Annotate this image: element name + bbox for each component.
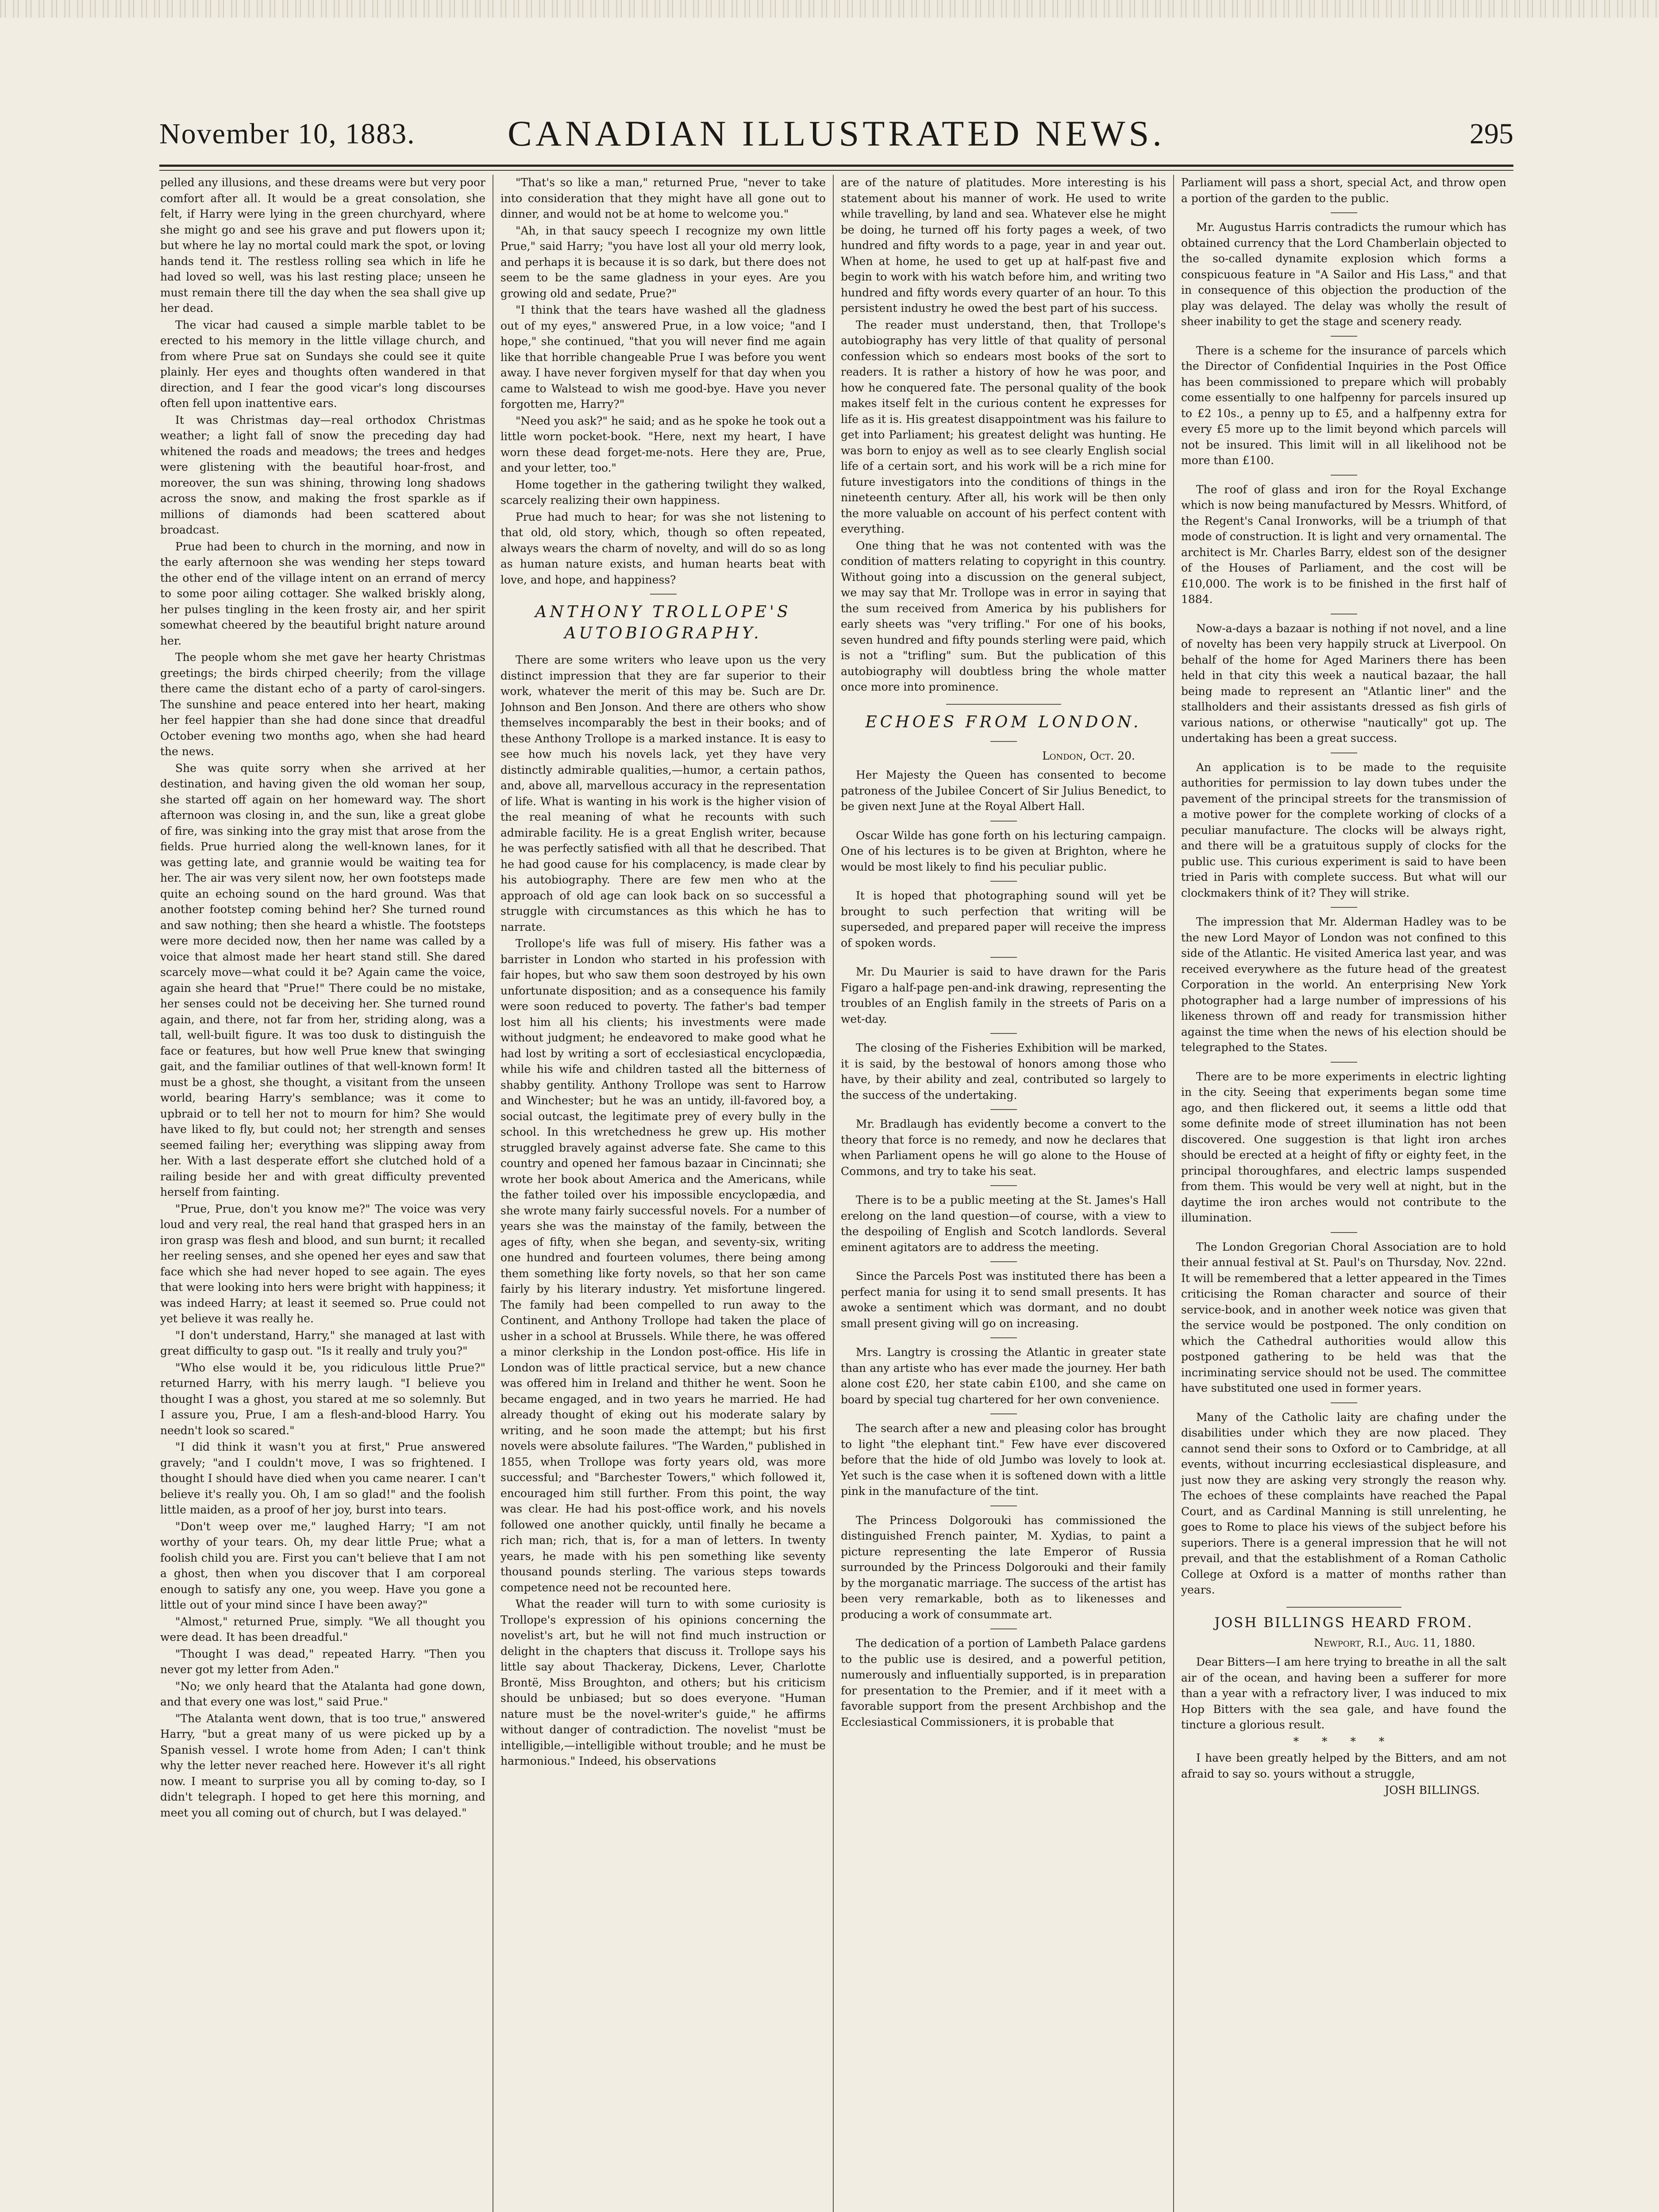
news-item: The dedication of a portion of Lambeth Palace gardens to the public use is desired, and a powerful petition, numerously and influentially supported, is in preparation for presentation to the Premier, and if it meet with a favorable support from the present Archbishop and the Ecclesiastical Commissioners, it is probable that: [841, 1637, 1166, 1728]
news-item: Many of the Catholic laity are chafing under the disabilities under which they are now placed. They cannot send their sons to Oxford or to Cambridge, at all events, without incurring ecclesiastical displeasure, and just now they are asking very strongly the reason why. The echoes of these complaints have reached the Papal Court, and as Cardinal Manning is still unrelenting, he goes to Rome to place his views of the subject before his superiors. There is a general impression that he will not prevail, and that the establishment of a Roman Catholic College at Oxford is a matter of months rather than years.: [1181, 1410, 1506, 1596]
news-item: An application is to be made to the requisite authorities for permission to lay down tubes under the pavement of the principal streets for the transmission of a motive power for the complete working of clocks of a peculiar manufacture. The clocks will be always right, and there will be a gratuitous supply of clocks for the public use. This curious experiment is said to have been tried in Paris with complete success. But what will our clockmakers think of it? They will strike.: [1181, 760, 1506, 899]
news-item: There is to be a public meeting at the St. James's Hall erelong on the land question—of course, with a view to the despoiling of English and Scotch landlords. Several eminent agitators are to address the meeting.: [841, 1194, 1166, 1254]
page-number: 295: [1470, 118, 1513, 150]
item-separator: [990, 957, 1017, 958]
news-item: There are to be more experiments in electric lighting in the city. Seeing that experiments began some time ago, and then flickered out, it seems a little odd that some definite mode of street illumination has not been discovered. One suggestion is that light iron arches should be erected at a height of fifty or eighty feet, in the principal thoroughfares, and electric lamps suspended from them. This would be very well at night, but in the daytime the iron arches would not contribute to the illumination.: [1181, 1070, 1506, 1224]
news-item: The impression that Mr. Alderman Hadley was to be the new Lord Mayor of London was not confined to this side of the Atlantic. He visited America last year, and was received everywhere as the future head of the greatest Corporation in the world. An enterprising New York photographer had a large number of impressions of his likeness thrown off and ready for transmission hither against the time when the news of his election should be telegraphed to the States.: [1181, 915, 1506, 1054]
story-paragraph: "I did think it wasn't you at first," Prue answered gravely; "and I couldn't move, I was so frightened. I thought I should have died when you came nearer. I can't believe it's really you. Oh, I am so glad!" and the foolish little maiden, as a proof of her joy, burst into tears.: [160, 1440, 485, 1516]
item-separator: [1331, 212, 1357, 213]
article-heading: [500, 602, 826, 644]
item-separator: [1331, 907, 1357, 908]
item-separator: [990, 1628, 1017, 1629]
story-paragraph: pelled any illusions, and these dreams were but very poor comfort after all. It would be a great consolation, she felt, if Harry were lying in the green churchyard, where she might go and see his grave and put flowers upon it; but where he lay no mortal could mark the spot, or loving hands tend it. The restless rolling sea which in life he had loved so well, was his last resting place; unseen he must remain there till the day when the sea shall give up her dead.: [160, 176, 485, 315]
article-paragraph: There are some writers who leave upon us the very distinct impression that they are far superior to their work, whatever the merit of this may be. Such are Dr. Johnson and Ben Jonson. And there are others who show themselves incomparably the best in their books; and of these Anthony Trollope is a marked instance. It is easy to see how much his novels lack, yet they have very distinctly admirable qualities,—humor, a certain pathos, and, above all, marvellous accuracy in the representation of life. What is wanting in his work is the higher vision of the real meaning of what he recounts with such admirable facility. He is a great English writer, because he was perfectly satisfied with all that he described. That he had good cause for his complacency, is made clear by his autobiography. There are few men who at the approach of old age can look back on so successful a struggle with circumstances as this which he has to narrate.: [500, 653, 826, 933]
news-item: Now-a-days a bazaar is nothing if not novel, and a line of novelty has been very happily struck at Liverpool. On behalf of the home for Aged Mariners there has been held in that city this week a nautical bazaar, the hall being made to represent an "Atlantic liner" and the stallholders and their assistants dressed as fish girls of various nations, or otherwise "nautically" got up. The undertaking has been a great success.: [1181, 622, 1506, 745]
news-item: Her Majesty the Queen has consented to become patroness of the Jubilee Concert of Sir Julius Benedict, to be given next June at the Royal Albert Hall.: [841, 768, 1166, 813]
item-separator: [990, 1033, 1017, 1034]
item-separator: [990, 1109, 1017, 1110]
story-paragraph: "Ah, in that saucy speech I recognize my own little Prue," said Harry; "you have lost all your old merry look, and perhaps it is because it is so dark, but there does not seem to be the same gladness in your eyes. Are you growing old and sedate, Prue?": [500, 224, 826, 300]
item-separator: [1331, 1402, 1357, 1403]
article-paragraph: are of the nature of platitudes. More interesting is his statement about his manner of work. He used to write while travelling, by land and sea. Whatever else he might be doing, he turned off his forty pages a week, of two hundred and fifty words to a page, year in and year out. When at home, he used to get up at half-past five and begin to work with his watch before him, and writing two hundred and fifty words every quarter of an hour. To this persistent industry he owed the best part of his success.: [841, 176, 1166, 315]
news-item: Mr. Augustus Harris contradicts the rumour which has obtained currency that the Lord Chamberlain objected to the so-called dynamite explosion which forms a conspicuous feature in "A Sailor and His Lass," and that in consequence of this objection the production of the play was delayed. The delay was wholly the result of sheer inability to get the stage and scenery ready.: [1181, 221, 1506, 328]
article-paragraph: One thing that he was not contented with was the condition of matters relating to copyright in this country. Without going into a discussion on the general subject, we may say that Mr. Trollope was in error in saying that the sum received from America by his publishers for early sheets was "very trifling." For one of his books, seven hundred and fifty pounds sterling were paid, which is not a "trifling" sum. But the publication of this autobiography will doubtless bring the whole matter once more into prominence.: [841, 539, 1166, 693]
article-heading: ECHOES FROM LONDON.: [865, 713, 1142, 731]
item-separator: [1331, 1062, 1357, 1063]
heading-dash: [990, 741, 1017, 742]
item-separator: [1331, 1232, 1357, 1233]
letter-stars: * * * *: [1293, 1735, 1394, 1748]
story-paragraph: "Prue, Prue, don't you know me?" The voice was very loud and very real, the real hand that grasped hers in an iron grasp was flesh and blood, and sun burnt; it recalled her reeling senses, and she opened her eyes and saw that face which she had never hoped to see again. The eyes that were looking into hers were bright with happiness; it was indeed Harry; at least it seemed so. Prue could not yet believe it was really he.: [160, 1202, 485, 1325]
column-4: [1181, 175, 1506, 2212]
item-separator: [990, 1505, 1017, 1506]
story-paragraph: "I think that the tears have washed all the gladness out of my eyes," answered Prue, in a low voice; "and I hope," she continued, "that you will never find me again like that horrible changeable Prue I was before you went away. I have never forgiven myself for that day when you came to Walstead to wish me good-bye. Have you never forgotten me, Harry?": [500, 303, 826, 411]
story-paragraph: "I don't understand, Harry," she managed at last with great difficulty to gasp out. "Is it really and truly you?": [160, 1329, 485, 1357]
story-paragraph: "Need you ask?" he said; and as he spoke he took out a little worn pocket-book. "Here, next my heart, I have worn these dead forget-me-nots. Here they are, Prue, and your letter, too.": [500, 414, 826, 474]
section-separator: [1286, 1607, 1401, 1608]
news-item: The search after a new and pleasing color has brought to light "the elephant tint." Few have ever discovered before that the hide of old Jumbo was lovely to look at. Yet such is the case when it is softened down with a little pink in the manufacture of the tint.: [841, 1422, 1166, 1498]
story-paragraph: She was quite sorry when she arrived at her destination, and having given the old woman her soup, she started off again on her homeward way. The short afternoon was closing in, and the sun, like a great globe of fire, was sinking into the gray mist that arose from the fields. Prue hurried along the well-known lanes, for it was getting late, and grannie would be waiting tea for her. The air was very silent now, her own footsteps made quite an echoing sound on the hard ground. Was that another footstep coming behind her? She turned round and saw nothing; then she heard a whistle. The footsteps were more decided now, then her name was called by a voice that almost made her heart stand still. She dared scarcely move—what could it be? Again came the voice, again she heard that "Prue!" There could be no mistake, her senses could not be deceiving her. She turned round again, and there, not far from her, striding along, was a tall, well-built figure. It was too dusk to distinguish the face or features, but how well Prue knew that swinging gait, and the familiar outlines of that well-known form! It must be a ghost, she thought, a visitant from the unseen world, bearing Harry's semblance; was it come to upbraid or to tell her not to mourn for him? She would have liked to fly, but could not; her strength and senses seemed failing her; everything was slipping away from her. With a last desperate effort she clutched hold of a railing beside her and with great difficulty prevented herself from fainting.: [160, 761, 485, 1198]
news-item: Parliament will pass a short, special Act, and throw open a portion of the garden to the public.: [1181, 176, 1506, 205]
news-item: It is hoped that photographing sound will yet be brought to such perfection that writing will be superseded, and prepared paper will receive the impress of spoken words.: [841, 889, 1166, 949]
item-separator: [990, 881, 1017, 882]
news-item: Oscar Wilde has gone forth on his lecturing campaign. One of his lectures is to be given at Brighton, where he would be most likely to find his peculiar public.: [841, 829, 1166, 873]
item-separator: [990, 1261, 1017, 1262]
news-item: There is a scheme for the insurance of parcels which the Director of Confidential Inquiries in the Post Office has been commissioned to prepare which will probably come essentially to one halfpenny for parcels insured up to £2 10s., a penny up to £5, and a halfpenny extra for every £5 more up to the limit beyond which parcels will not be insured. This limit will in all likelihood not be more than £100.: [1181, 344, 1506, 467]
story-paragraph: "Thought I was dead," repeated Harry. "Then you never got my letter from Aden.": [160, 1647, 485, 1676]
news-item: Since the Parcels Post was instituted there has been a perfect mania for using it to send small presents. It has awoke a sentiment which was dormant, and no doubt small present giving will go on increasing.: [841, 1270, 1166, 1330]
header-rule-thin: [159, 170, 1513, 171]
story-paragraph: "The Atalanta went down, that is too true," answered Harry, "but a great many of us were picked up by a Spanish vessel. I wrote home from Aden; I can't think why the letter never reached here. However it's all right now. I meant to surprise you all by coming to-day, so I didn't telegraph. I hoped to get here this morning, and meet you all coming out of church, but I was delayed.": [160, 1712, 485, 1819]
story-paragraph: "No; we only heard that the Atalanta had gone down, and that every one was lost," said Prue.": [160, 1679, 485, 1708]
story-paragraph: The people whom she met gave her hearty Christmas greetings; the birds chirped cheerily; from the village there came the distant echo of a party of carol-singers. The sunshine and peace entered into her heart, making her feel happier than she had done since that dreadful October evening two months ago, when she had heard the news.: [160, 651, 485, 758]
letter-paragraph: I have been greatly helped by the Bitters, and am not afraid to say so. yours without a struggle,: [1181, 1751, 1506, 1780]
news-item: Mrs. Langtry is crossing the Atlantic in greater state than any artiste who has ever made the journey. Her bath alone cost £20, her state cabin £100, and she came on board by special tug chartered for her own convenience.: [841, 1346, 1166, 1406]
dateline: Newport, R.I., Aug. 11, 1880.: [1314, 1636, 1475, 1649]
news-item: Mr. Du Maurier is said to have drawn for the Paris Figaro a half-page pen-and-ink drawing, representing the troubles of an English family in the streets of Paris on a wet-day.: [841, 965, 1166, 1025]
item-separator: [990, 1337, 1017, 1338]
article-paragraph: The reader must understand, then, that Trollope's autobiography has very little of that quality of personal confession which so endears most books of the sort to readers. It is rather a history of how he was poor, and how he conquered fate. The personal quality of the book makes itself felt in the curious content he expresses for life as it is. His greatest disappointment was his failure to get into Parliament; his greatest delight was hunting. He was born to enjoy as well as to see clearly English social life of a certain sort, and his work will be a rich mine for future investigators into the conditions of things in the nineteenth century. After all, his work will be then only the more valuable on account of his perfect content with everything.: [841, 318, 1166, 535]
item-separator: [1331, 336, 1357, 337]
section-separator: [946, 704, 1061, 705]
header-rule: [159, 165, 1513, 167]
article-heading-line: ANTHONY TROLLOPE'S: [535, 603, 791, 621]
story-paragraph: "That's so like a man," returned Prue, "never to take into consideration that they might have all gone out to dinner, and would not be at home to welcome you.": [500, 176, 826, 220]
article-paragraph: Trollope's life was full of misery. His father was a barrister in London who started in his profession with fair hopes, but who saw them soon destroyed by his own unfortunate disposition; and as a consequence his family were soon reduced to poverty. The father's bad temper lost him all his clients; his investments were made without judgment; he endeavored to make good what he had lost by writing a sort of ecclesiastical encyclopædia, while his wife and children tasted all the bitterness of shabby gentility. Anthony Trollope was sent to Harrow and Winchester; but he was an untidy, ill-favored boy, a social outcast, the legitimate prey of every bully in the school. In this wretchedness he grew up. His mother struggled bravely against adverse fate. She came to this country and opened her famous bazaar in Cincinnati; she wrote her book about America and the Americans, while the father toiled over his impossible encyclopædia, and she wrote many fairly successful novels. For a number of years she was the mainstay of the family, between the ages of fifty, when she began, and seventy-six, writing one hundred and fourteen volumes, there being among them something like forty novels, so that her son came fairly by his literary industry. Yet misfortune lingered. The family had been compelled to run away to the Continent, and Anthony Trollope had taken the place of usher in a school at Brussels. While there, he was offered a minor clerkship in the London post-office. His life in London was of little practical service, but a new chance was offered him in Ireland and thither he went. Soon he became engaged, and in two years he married. He had already thought of eking out his moderate salary by writing, and he soon made the attempt; but his first novels were absolute failures. "The Warden," published in 1855, when Trollope was forty years old, was more successful; and "Barchester Towers," which followed it, encouraged him still further. From this point, the way was clear. He had his post-office work, and his novels followed one another quickly, until finally he became a rich man; rich, that is, for a man of letters. In twenty years, he made with his pen something like seventy thousand pounds sterling. The various steps towards competence need not be recounted here.: [500, 937, 826, 1594]
news-item: The closing of the Fisheries Exhibition will be marked, it is said, by the bestowal of honors among those who have, by their ability and zeal, contributed so largely to the success of the undertaking.: [841, 1041, 1166, 1102]
item-separator: [990, 821, 1017, 822]
story-paragraph: Home together in the gathering twilight they walked, scarcely realizing their own happiness.: [500, 478, 826, 507]
item-separator: [990, 1185, 1017, 1186]
item-separator: [1331, 475, 1357, 476]
news-item: The Princess Dolgorouki has commissioned the distinguished French painter, M. Xydias, to paint a picture representing the late Emperor of Russia surrounded by the Princess Dolgorouki and their family by the morganatic marriage. The success of the artist has been very remarkable, both as to likenesses and producing a work of consummate art.: [841, 1513, 1166, 1621]
issue-date: November 10, 1883.: [159, 118, 416, 150]
column-2: [500, 175, 826, 2212]
column-1: [160, 175, 485, 2212]
story-paragraph: "Don't weep over me," laughed Harry; "I am not worthy of your tears. Oh, my dear little Prue; what a foolish child you are. First you can't believe that I am not a ghost, then when you discover that I am corporeal enough to satisfy any one, you weep. Have you gone a little out of your mind since I have been away?": [160, 1520, 485, 1611]
story-paragraph: Prue had much to hear; for was she not listening to that old, old story, which, though so often repeated, always wears the charm of novelty, and will do so as long as human nature exists, and human hearts beat with love, and hope, and happiness?: [500, 510, 826, 586]
scan-top-edge: [0, 0, 1659, 18]
news-item: Mr. Bradlaugh has evidently become a convert to the theory that force is no remedy, and now he declares that when Parliament opens he will go alone to the House of Commons, and try to take his seat.: [841, 1118, 1166, 1178]
story-paragraph: It was Christmas day—real orthodox Christmas weather; a light fall of snow the preceding day had whitened the roads and meadows; the trees and hedges were glistening with the beautiful hoar-frost, and moreover, the sun was shining, throwing long shadows across the snow, and making the frost sparkle as if millions of diamonds had been scattered about broadcast.: [160, 413, 485, 536]
news-item: The roof of glass and iron for the Royal Exchange which is now being manufactured by Messrs. Whitford, of the Regent's Canal Ironworks, will be a triumph of that mode of construction. It is light and very ornamental. The architect is Mr. Charles Barry, eldest son of the designer of the Houses of Parliament, and the cost will be £10,000. The work is to be finished in the first half of 1884.: [1181, 483, 1506, 606]
story-paragraph: The vicar had caused a simple marble tablet to be erected to his memory in the little village church, and from where Prue sat on Sundays she could see it quite plainly. Her eyes and thoughts often wandered in that direction, and I fear the good vicar's long discourses often fell upon inattentive ears.: [160, 318, 485, 410]
letter-paragraph: Dear Bitters—I am here trying to breathe in all the salt air of the ocean, and having been a sufferer for more than a year with a refractory liver, I was induced to mix Hop Bitters with the sea gale, and have found the tincture a glorious result.: [1181, 1655, 1506, 1731]
column-3: [841, 175, 1166, 2212]
signature: JOSH BILLINGS.: [1385, 1784, 1480, 1797]
story-paragraph: Prue had been to church in the morning, and now in the early afternoon she was wending her steps toward the other end of the village intent on an errand of mercy to some poor ailing cottager. She walked briskly along, her pulses tingling in the keen frosty air, and her spirit somewhat cheered by the beautiful bright nature around her.: [160, 540, 485, 647]
section-separator: [650, 594, 677, 595]
dateline: London, Oct. 20.: [1042, 749, 1135, 762]
story-paragraph: "Who else would it be, you ridiculous little Prue?" returned Harry, with his merry laugh. "I believe you thought I was a ghost, you stared at me so solemnly. But I assure you, Prue, I am a flesh-and-blood Harry. You needn't look so scared.": [160, 1361, 485, 1437]
article-heading-line: AUTOBIOGRAPHY.: [564, 624, 762, 642]
column-divider: [833, 175, 834, 2212]
article-paragraph: What the reader will turn to with some curiosity is Trollope's expression of his opinions concerning the novelist's art, but he will not find much instruction or delight in the chapters that discuss it. Trollope says his little say about Thackeray, Dickens, Lever, Charlotte Brontë, Miss Broughton, and others; but his criticism should be unbiased; but so does everyone. "Human nature must be the novel-writer's guide," he affirms without danger of contradiction. The novelist "must be intelligible,—intelligible without trouble; and he must be harmonious." Indeed, his observations: [500, 1598, 826, 1767]
story-paragraph: "Almost," returned Prue, simply. "We all thought you were dead. It has been dreadful.": [160, 1615, 485, 1644]
column-divider: [1173, 175, 1174, 2212]
news-item: The London Gregorian Choral Association are to hold their annual festival at St. Paul's on Thursday, Nov. 22nd. It will be remembered that a letter appeared in the Times criticising the Roman character and source of their service-book, and in another week notice was given that the service would be postponed. The only condition on which the Cathedral authorities would allow this postponed gathering to be held was that the incriminating service should not be used. The committee have substituted one used in former years.: [1181, 1240, 1506, 1394]
item-separator: [990, 1413, 1017, 1414]
masthead: [159, 113, 1513, 161]
article-heading: JOSH BILLINGS HEARD FROM.: [1214, 1614, 1473, 1631]
newspaper-title: CANADIAN ILLUSTRATED NEWS.: [508, 113, 1165, 154]
